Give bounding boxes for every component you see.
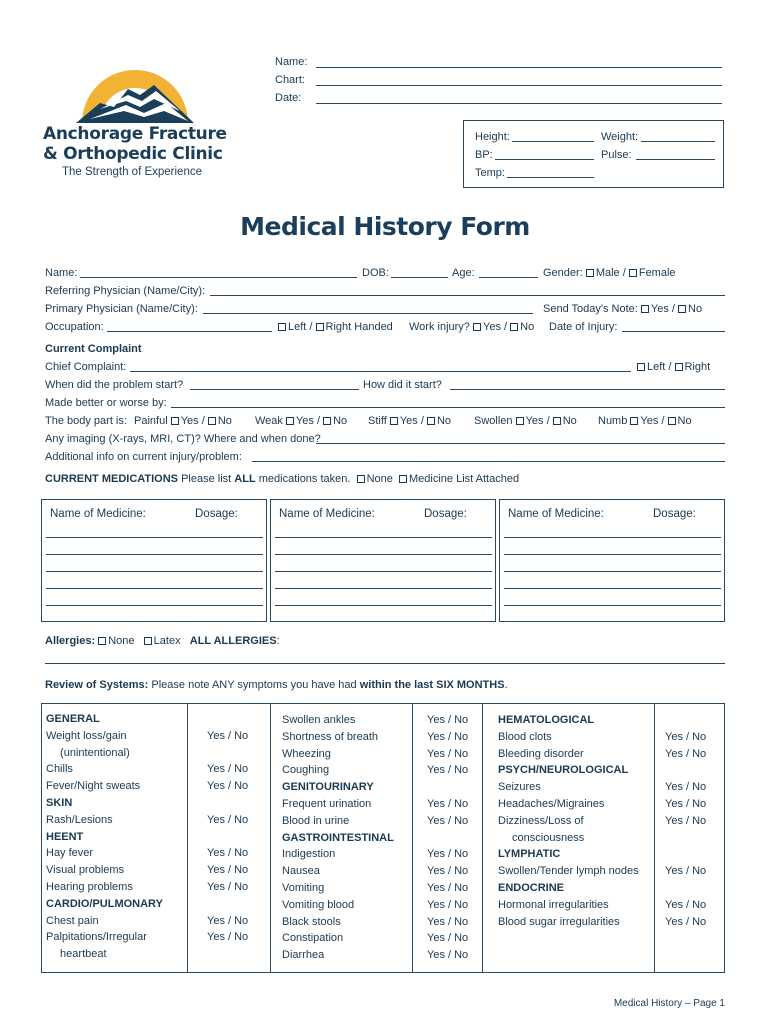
swollen-no-checkbox[interactable]	[553, 417, 561, 425]
right-label: Right	[684, 361, 711, 373]
send-note-group	[543, 302, 702, 316]
stiff-yes-checkbox[interactable]	[390, 417, 398, 425]
ros-yes-no-option[interactable]: Yes / No	[427, 915, 469, 928]
attached-label: Medicine List Attached	[409, 473, 520, 485]
ros-yes-no-option[interactable]: Yes / No	[665, 730, 707, 743]
numb-no-checkbox[interactable]	[668, 417, 676, 425]
header-date-label: Date:	[275, 92, 302, 104]
how-start-label: How did it start?	[363, 379, 442, 391]
ros-yes-no-option[interactable]: Yes / No	[207, 847, 249, 860]
ros-yes-no-option[interactable]: Yes / No	[427, 747, 469, 760]
medication-entry-line[interactable]	[275, 605, 492, 606]
no-label: No	[217, 415, 232, 427]
stiff-group	[368, 414, 451, 428]
swollen-label: Swollen	[474, 415, 513, 427]
imaging-label: Any imaging (X-rays, MRI, CT)? Where and when done?	[45, 433, 321, 445]
swollen-group	[474, 414, 577, 428]
ros-yes-no-option[interactable]: Yes / No	[665, 781, 707, 794]
medicine-name-header: Name of Medicine:	[50, 508, 146, 520]
ros-yes-no-option[interactable]: Yes / No	[207, 881, 249, 893]
ros-symptom: Dizziness/Loss of	[498, 814, 584, 827]
primary-physician-field[interactable]	[203, 313, 533, 314]
clinic-logo	[70, 45, 200, 125]
ros-yes-no-option[interactable]: Yes / No	[427, 882, 469, 894]
medication-entry-line[interactable]	[275, 537, 492, 538]
medication-entry-line[interactable]	[504, 588, 721, 589]
ros-category-heading: SKIN	[46, 797, 73, 809]
medications-instr: Please list	[181, 473, 232, 485]
send-note-yes-checkbox[interactable]	[641, 305, 649, 313]
weight-label: Weight:	[601, 131, 639, 143]
female-checkbox[interactable]	[629, 269, 637, 277]
referring-physician-field[interactable]	[210, 295, 725, 296]
male-label: Male /	[595, 267, 626, 279]
header-chart-label: Chart:	[275, 74, 305, 86]
ros-category-heading: CARDIO/PULMONARY	[46, 897, 163, 910]
additional-info-field[interactable]	[252, 461, 725, 462]
ros-yes-no-option[interactable]: Yes / No	[207, 914, 249, 927]
header-chart-field[interactable]	[316, 85, 722, 86]
ros-yes-no-option[interactable]: Yes / No	[427, 814, 469, 827]
weak-label: Weak	[255, 415, 283, 427]
medicine-name-header: Name of Medicine:	[279, 508, 375, 520]
medication-entry-line[interactable]	[504, 571, 721, 572]
medications-heading: CURRENT MEDICATIONS	[45, 473, 179, 485]
pulse-label: Pulse:	[601, 149, 632, 161]
medications-instr-post: medications taken.	[258, 473, 351, 485]
ros-symptom: Constipation	[282, 932, 344, 945]
all-allergies-label: ALL ALLERGIES	[189, 635, 277, 647]
ros-symptom: Wheezing	[282, 747, 331, 760]
yes-label: Yes /	[525, 415, 550, 427]
occupation-field[interactable]	[107, 331, 272, 332]
stiff-no-checkbox[interactable]	[427, 417, 435, 425]
no-label: No	[562, 415, 577, 427]
ros-symptom: Blood clots	[498, 730, 552, 743]
none-label: None	[366, 473, 393, 485]
medication-entry-line[interactable]	[504, 537, 721, 538]
ros-yes-no-option[interactable]: Yes / No	[665, 798, 707, 810]
complaint-side-group	[637, 360, 710, 374]
ros-symptom: Hormonal irregularities	[498, 898, 609, 911]
complaint-left-checkbox[interactable]	[637, 363, 645, 371]
yes-label: Yes /	[650, 303, 675, 315]
ros-symptom: Nausea	[282, 865, 320, 878]
weak-group	[255, 414, 347, 428]
imaging-field[interactable]	[316, 443, 725, 444]
ros-symptom: Visual problems	[46, 864, 125, 877]
ros-category-heading: LYMPHATIC	[498, 848, 561, 861]
medications-box-3	[499, 499, 725, 622]
ros-divider	[654, 704, 655, 972]
ros-yes-no-option[interactable]: Yes / No	[665, 814, 707, 827]
ros-symptom: (unintentional)	[46, 746, 130, 759]
painful-yes-checkbox[interactable]	[171, 417, 179, 425]
ros-symptom: consciousness	[498, 831, 585, 844]
numb-label: Numb	[598, 415, 628, 427]
painful-no-checkbox[interactable]	[208, 417, 216, 425]
ros-divider	[412, 704, 413, 972]
body-part-label: The body part is:	[45, 415, 127, 427]
ros-yes-no-option[interactable]: Yes / No	[427, 798, 469, 810]
medication-entry-line[interactable]	[275, 571, 492, 572]
gender-group	[543, 266, 676, 280]
ros-divider	[187, 704, 188, 972]
ros-category-heading: GENITOURINARY	[282, 781, 374, 794]
work-injury-group	[409, 320, 534, 334]
allergies-field[interactable]	[45, 663, 725, 664]
medication-entry-line[interactable]	[46, 554, 263, 555]
better-worse-label: Made better or worse by:	[45, 397, 167, 409]
dosage-header: Dosage:	[424, 508, 467, 520]
weight-field[interactable]	[641, 141, 715, 142]
ros-category-heading: GASTROINTESTINAL	[282, 831, 394, 844]
send-note-label: Send Today's Note:	[543, 303, 638, 315]
ros-symptom: Chills	[46, 763, 73, 776]
chief-complaint-label: Chief Complaint:	[45, 361, 127, 373]
allergies-group	[45, 634, 280, 648]
ros-instr-bold: within the last SIX MONTHS	[359, 679, 505, 691]
review-of-systems-table	[41, 703, 725, 973]
weak-no-checkbox[interactable]	[323, 417, 331, 425]
male-checkbox[interactable]	[586, 269, 594, 277]
no-label: No	[520, 321, 535, 333]
how-start-field[interactable]	[450, 389, 725, 390]
ros-yes-no-option[interactable]: Yes / No	[207, 780, 249, 793]
ros-symptom: Chest pain	[46, 914, 99, 927]
height-label: Height:	[475, 131, 510, 143]
ros-symptom: Rash/Lesions	[46, 813, 113, 826]
ros-category-heading: HEMATOLOGICAL	[498, 714, 595, 726]
ros-category-heading: GENERAL	[46, 713, 100, 725]
temp-label: Temp:	[475, 167, 505, 179]
pulse-field[interactable]	[636, 159, 715, 160]
medication-entry-line[interactable]	[275, 554, 492, 555]
work-injury-yes-checkbox[interactable]	[473, 323, 481, 331]
medication-entry-line[interactable]	[275, 588, 492, 589]
ros-symptom: Coughing	[282, 764, 330, 777]
clinic-tagline: The Strength of Experience	[62, 166, 202, 178]
ros-category-heading: HEENT	[46, 830, 84, 843]
yes-label: Yes /	[399, 415, 424, 427]
dosage-header: Dosage:	[195, 508, 238, 520]
ros-yes-no-option[interactable]: Yes / No	[207, 763, 249, 776]
better-worse-field[interactable]	[171, 407, 725, 408]
chief-complaint-field[interactable]	[130, 371, 631, 372]
no-label: No	[677, 415, 692, 427]
ros-yes-no-option[interactable]: Yes / No	[427, 730, 469, 743]
when-start-label: When did the problem start?	[45, 379, 184, 391]
ros-symptom: Black stools	[282, 915, 341, 928]
height-field[interactable]	[512, 141, 594, 142]
dob-field[interactable]	[391, 277, 448, 278]
medication-entry-line[interactable]	[504, 605, 721, 606]
page-footer: Medical History – Page 1	[613, 998, 725, 1009]
ros-symptom: Shortness of breath	[282, 730, 379, 743]
swollen-yes-checkbox[interactable]	[516, 417, 524, 425]
medicine-name-header: Name of Medicine:	[508, 508, 604, 520]
ros-divider	[270, 704, 271, 972]
occupation-label: Occupation:	[45, 321, 104, 333]
ros-yes-no-option[interactable]: Yes / No	[207, 729, 249, 742]
female-label: Female	[638, 267, 676, 279]
ros-symptom: Palpitations/Irregular	[46, 931, 147, 944]
meds-attached-checkbox[interactable]	[399, 475, 407, 483]
painful-label: Painful	[134, 415, 168, 427]
ros-yes-no-option[interactable]: Yes / No	[427, 714, 469, 726]
colon: :	[276, 635, 280, 647]
date-of-injury-label: Date of Injury:	[549, 321, 618, 333]
ros-symptom: Seizures	[498, 781, 541, 794]
left-label: Left /	[647, 361, 672, 373]
ros-symptom: Blood in urine	[282, 814, 350, 827]
allergy-none-checkbox[interactable]	[98, 637, 106, 645]
ros-symptom: Blood sugar irregularities	[498, 915, 620, 928]
header-name-label: Name:	[275, 56, 308, 68]
ros-yes-no-option[interactable]: Yes / No	[427, 848, 469, 861]
ros-symptom: Vomiting	[282, 882, 325, 894]
age-label: Age:	[452, 267, 475, 279]
clinic-name-line2: & Orthopedic Clinic	[43, 144, 223, 164]
no-label: No	[436, 415, 452, 427]
yes-label: Yes /	[180, 415, 205, 427]
age-field[interactable]	[479, 277, 538, 278]
yes-label: Yes /	[295, 415, 321, 427]
allergy-latex-checkbox[interactable]	[144, 637, 152, 645]
no-label: No	[688, 303, 703, 315]
medication-entry-line[interactable]	[504, 554, 721, 555]
medication-entry-line[interactable]	[46, 588, 263, 589]
send-note-no-checkbox[interactable]	[678, 305, 686, 313]
header-date-field[interactable]	[316, 103, 722, 104]
ros-symptom: Diarrhea	[282, 949, 325, 962]
yes-label: Yes /	[483, 321, 508, 333]
ros-yes-no-option[interactable]: Yes / No	[427, 764, 469, 777]
medications-all: ALL	[234, 473, 256, 485]
yes-label: Yes /	[640, 415, 665, 427]
no-label: No	[333, 415, 348, 427]
dob-label: DOB:	[362, 267, 389, 279]
additional-info-label: Additional info on current injury/problem:	[45, 451, 242, 463]
ros-category-heading: ENDOCRINE	[498, 882, 565, 894]
ros-symptom: Frequent urination	[282, 798, 372, 810]
handedness-group	[278, 320, 393, 334]
meds-none-checkbox[interactable]	[357, 475, 365, 483]
ros-instr: Please note ANY symptoms you have had	[151, 679, 357, 691]
ros-yes-no-option[interactable]: Yes / No	[665, 747, 707, 760]
ros-symptom: Bleeding disorder	[498, 747, 584, 760]
ros-yes-no-option[interactable]: Yes / No	[427, 932, 469, 945]
right-handed-label: Right Handed	[325, 321, 393, 333]
ros-yes-no-option[interactable]: Yes / No	[427, 898, 469, 911]
ros-yes-no-option[interactable]: Yes / No	[427, 865, 469, 878]
ros-symptom: Hay fever	[46, 847, 94, 860]
allergies-label: Allergies:	[45, 635, 96, 647]
stiff-label: Stiff	[368, 415, 387, 427]
dosage-header: Dosage:	[653, 508, 696, 520]
work-injury-label: Work injury?	[409, 321, 470, 333]
medications-box-1	[41, 499, 267, 622]
ros-symptom: Swollen/Tender lymph nodes	[498, 865, 639, 878]
ros-symptom: Headaches/Migraines	[498, 798, 605, 810]
ros-yes-no-option[interactable]: Yes / No	[665, 915, 707, 928]
ros-symptom: heartbeat	[46, 948, 107, 961]
ros-yes-no-option[interactable]: Yes / No	[207, 813, 249, 826]
patient-name-label: Name:	[45, 267, 78, 279]
temp-field[interactable]	[507, 177, 594, 178]
left-handed-checkbox[interactable]	[278, 323, 286, 331]
header-name-field[interactable]	[316, 67, 722, 68]
numb-group	[598, 414, 692, 428]
referring-physician-label: Referring Physician (Name/City):	[45, 285, 206, 297]
medication-entry-line[interactable]	[46, 571, 263, 572]
ros-header	[45, 678, 508, 692]
none-label: None	[108, 635, 135, 647]
gender-label: Gender:	[543, 267, 583, 279]
patient-name-field[interactable]	[80, 277, 357, 278]
painful-group	[134, 414, 232, 428]
ros-yes-no-option[interactable]: Yes / No	[665, 865, 707, 878]
ros-heading: Review of Systems:	[45, 679, 149, 691]
ros-instr-post: .	[504, 679, 508, 691]
ros-yes-no-option[interactable]: Yes / No	[207, 864, 249, 877]
ros-symptom: Weight loss/gain	[46, 729, 127, 742]
right-handed-checkbox[interactable]	[316, 323, 324, 331]
bp-field[interactable]	[495, 159, 594, 160]
ros-symptom: Vomiting blood	[282, 898, 355, 911]
latex-label: Latex	[153, 635, 181, 647]
bp-label: BP:	[475, 149, 493, 161]
ros-divider	[482, 704, 483, 972]
ros-symptom: Indigestion	[282, 848, 336, 861]
left-label: Left /	[288, 321, 313, 333]
ros-symptom: Fever/Night sweats	[46, 780, 141, 793]
complaint-right-checkbox[interactable]	[675, 363, 683, 371]
ros-symptom: Swollen ankles	[282, 714, 356, 726]
mountain-logo-icon	[70, 45, 200, 125]
page-title: Medical History Form	[240, 212, 530, 241]
ros-yes-no-option[interactable]: Yes / No	[665, 898, 707, 911]
medication-entry-line[interactable]	[46, 605, 263, 606]
current-complaint-heading: Current Complaint	[45, 343, 142, 355]
medication-entry-line[interactable]	[46, 537, 263, 538]
ros-yes-no-option[interactable]: Yes / No	[427, 949, 469, 962]
medications-box-2	[270, 499, 496, 622]
primary-physician-label: Primary Physician (Name/City):	[45, 303, 198, 315]
ros-symptom: Hearing problems	[46, 881, 133, 893]
ros-category-heading: PSYCH/NEUROLOGICAL	[498, 764, 629, 777]
work-injury-no-checkbox[interactable]	[510, 323, 518, 331]
weak-yes-checkbox[interactable]	[286, 417, 294, 425]
medications-header	[45, 472, 519, 486]
date-of-injury-field[interactable]	[622, 331, 725, 332]
numb-yes-checkbox[interactable]	[630, 417, 638, 425]
ros-yes-no-option[interactable]: Yes / No	[207, 931, 249, 944]
clinic-name-line1: Anchorage Fracture	[43, 124, 227, 144]
when-start-field[interactable]	[190, 389, 359, 390]
